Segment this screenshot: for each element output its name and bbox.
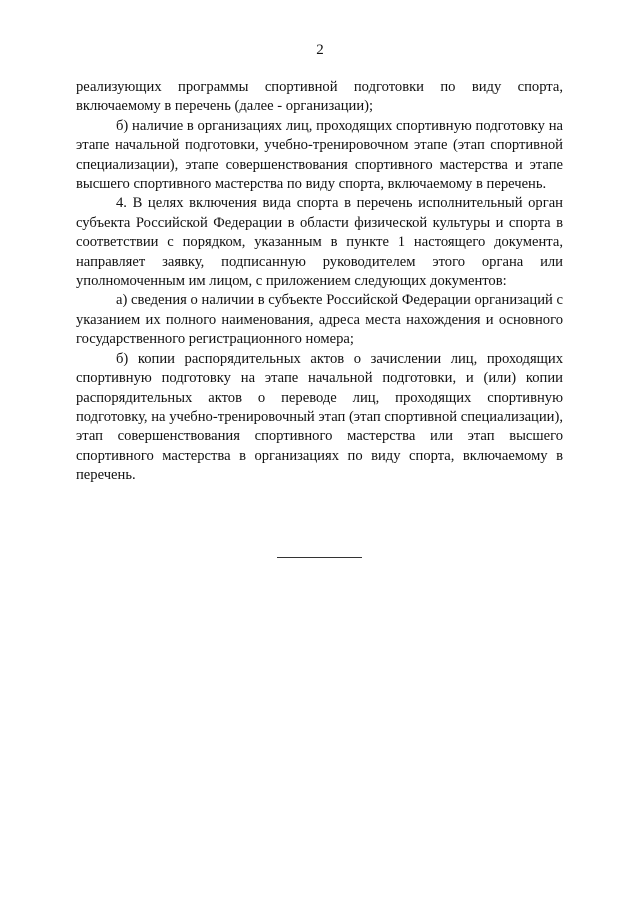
paragraph-item-b-staff: б) наличие в организациях лиц, проходящих спортивную подготовку на этапе начальной подготовки, учебно-тренировочном этапе (этап спортивной специализации), этапе совершенствования спортивного мастерства и этапе высшего спортивного мастерства по виду спорта, включаемому в перечень. — [76, 117, 563, 193]
page-number: 2 — [316, 42, 324, 58]
end-separator-line — [277, 557, 362, 558]
paragraph-item-a-info: а) сведения о наличии в субъекте Российской Федерации организаций с указанием их полного наименования, адреса места нахождения и основного государственного регистрационного номера; — [76, 292, 563, 348]
paragraph-item-b-copies: б) копии распорядительных актов о зачислении лиц, проходящих спортивную подготовку на этапе начальной подготовки, и (или) копии распорядительных актов о переводе лиц, проходящих спортивную подготовку, на учебно-тренировочный этап (этап спортивной специализации), этап совершенствования спортивного мастерства или этап высшего спортивного мастерства в организациях по виду спорта, включаемому в перечень. — [76, 350, 563, 484]
document-body — [76, 78, 563, 486]
paragraph-point-4: 4. В целях включения вида спорта в перечень исполнительный орган субъекта Российской Федерации в области физической культуры и спорта в соответствии с порядком, указанным в пункте 1 настоящего документа, направляет заявку, подписанную руководителем этого органа или уполномоченным им лицом, с приложением следующих документов: — [76, 195, 563, 290]
paragraph-continuation: реализующих программы спортивной подготовки по виду спорта, включаемому в перечень (далее - организации); — [76, 79, 563, 115]
